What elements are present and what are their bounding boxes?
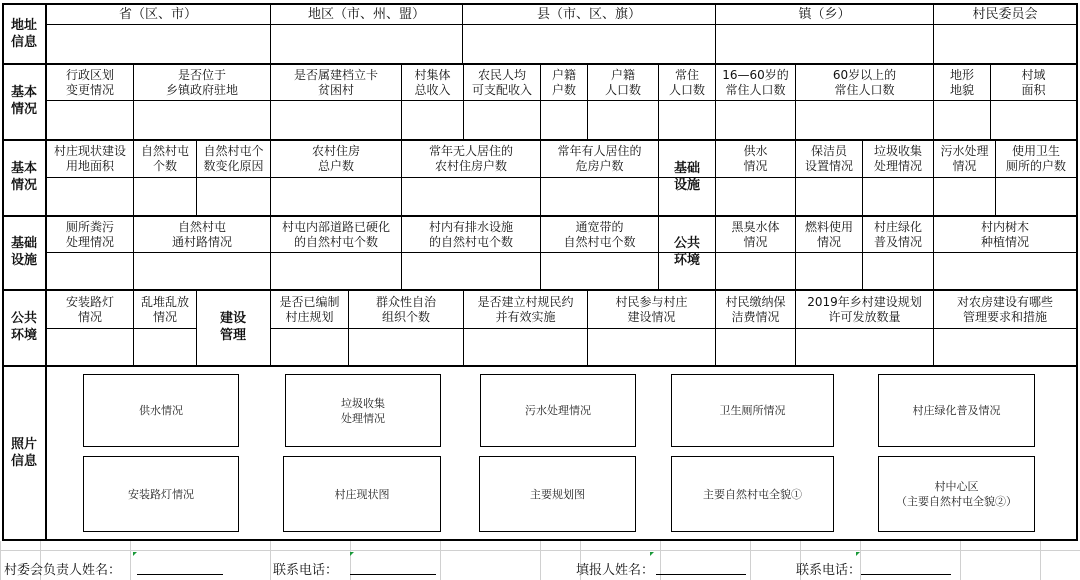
row3-header-9: 污水处理 情况 bbox=[940, 144, 989, 173]
cell-marker bbox=[650, 552, 654, 556]
section-infra-1: 基础 设施 bbox=[673, 161, 700, 193]
row2-header-8: 16—60岁的 常住人口数 bbox=[722, 67, 789, 97]
header-prefecture: 地区（市、州、盟） bbox=[307, 7, 425, 22]
row2-header-3: 村集体 总收入 bbox=[414, 67, 451, 97]
row3-header-4: 常年无人居住的 农村住房户数 bbox=[428, 144, 513, 173]
grid-line bbox=[47, 177, 1076, 178]
grid-line bbox=[47, 100, 1076, 101]
header-township: 镇（乡） bbox=[798, 7, 851, 22]
photo-box-6[interactable]: 村庄现状图 bbox=[283, 456, 441, 532]
section-basic-1: 基本 情况 bbox=[10, 85, 37, 117]
section-basic-2: 基本 情况 bbox=[10, 161, 37, 193]
phone-field-2[interactable] bbox=[861, 574, 951, 575]
border-line bbox=[1076, 3, 1078, 541]
photo-box-4[interactable]: 村庄绿化普及情况 bbox=[878, 374, 1035, 447]
row3-header-8: 垃圾收集 处理情况 bbox=[873, 144, 922, 173]
row5-header-6: 村民缴纳保 洁费情况 bbox=[725, 294, 786, 324]
section-address: 地址 信息 bbox=[10, 17, 37, 50]
row4-header-3: 村内有排水设施 的自然村屯个数 bbox=[428, 219, 513, 249]
footer-phone-label-2: 联系电话： bbox=[796, 563, 862, 578]
grid-line bbox=[47, 24, 1076, 25]
row4-header-4: 通宽带的 自然村屯个数 bbox=[563, 219, 636, 249]
cell-marker bbox=[350, 552, 354, 556]
row2-header-5: 户籍 户数 bbox=[551, 67, 576, 97]
border-line bbox=[2, 539, 1078, 541]
photo-box-5[interactable]: 安装路灯情况 bbox=[83, 456, 239, 532]
row2-header-9: 60岁以上的 常住人口数 bbox=[832, 67, 897, 97]
row5-header-3: 群众性自治 组织个数 bbox=[375, 294, 436, 324]
row4-header-1: 自然村屯 通村路情况 bbox=[171, 219, 232, 249]
photo-box-7[interactable]: 主要规划图 bbox=[479, 456, 636, 532]
sheet-grid bbox=[960, 541, 961, 580]
row3-header-0: 村庄现状建设 用地面积 bbox=[53, 144, 126, 173]
row3-header-10: 使用卫生 厕所的户数 bbox=[1005, 144, 1066, 173]
row2-header-10: 地形 地貌 bbox=[949, 67, 974, 97]
row3-header-3: 农村住房 总户数 bbox=[311, 144, 360, 173]
row4-header-5: 黑臭水体 情况 bbox=[731, 219, 780, 249]
row5-header-8: 对农房建设有哪些 管理要求和措施 bbox=[956, 294, 1053, 324]
row3-header-6: 供水 情况 bbox=[743, 144, 768, 173]
row2-header-11: 村域 面积 bbox=[1021, 67, 1046, 97]
header-county: 县（市、区、旗） bbox=[536, 7, 641, 22]
header-province: 省（区、市） bbox=[118, 7, 197, 22]
sheet-grid bbox=[750, 541, 751, 580]
photo-box-8[interactable]: 主要自然村屯全貌① bbox=[671, 456, 834, 532]
header-village-committee: 村民委员会 bbox=[972, 7, 1038, 22]
phone-field-1[interactable] bbox=[350, 574, 436, 575]
cell-marker bbox=[856, 552, 860, 556]
section-infra-2: 基础 设施 bbox=[10, 236, 37, 268]
cell-marker bbox=[133, 552, 137, 556]
committee-head-name-field[interactable] bbox=[137, 574, 223, 575]
row2-header-2: 是否属建档立卡 贫困村 bbox=[293, 67, 378, 97]
row3-header-1: 自然村屯 个数 bbox=[140, 144, 189, 173]
sheet-grid bbox=[130, 541, 131, 580]
section-env-2: 公共 环境 bbox=[10, 311, 37, 343]
section-photo: 照片 信息 bbox=[10, 436, 37, 469]
row2-header-0: 行政区划 变更情况 bbox=[65, 67, 114, 97]
sheet-grid bbox=[0, 541, 1, 580]
row2-header-7: 常住 人口数 bbox=[668, 67, 705, 97]
filler-name-field[interactable] bbox=[656, 574, 746, 575]
photo-box-0[interactable]: 供水情况 bbox=[83, 374, 239, 447]
sheet-grid bbox=[440, 541, 441, 580]
sheet-grid bbox=[540, 541, 541, 580]
row2-header-6: 户籍 人口数 bbox=[604, 67, 641, 97]
row5-header-7: 2019年乡村建设规划 许可发放数量 bbox=[807, 294, 922, 324]
sheet-grid bbox=[1040, 541, 1041, 580]
sheet-grid bbox=[0, 550, 1080, 551]
grid-line bbox=[47, 328, 196, 329]
section-env-1: 公共 环境 bbox=[673, 236, 700, 268]
grid-line bbox=[47, 252, 1076, 253]
section-construction: 建设 管理 bbox=[219, 311, 246, 343]
row5-header-2: 是否已编制 村庄规划 bbox=[279, 294, 340, 324]
photo-box-1[interactable]: 垃圾收集 处理情况 bbox=[285, 374, 441, 447]
row2-header-4: 农民人均 可支配收入 bbox=[471, 67, 532, 97]
row5-header-1: 乱堆乱放 情况 bbox=[140, 294, 189, 324]
photo-box-3[interactable]: 卫生厕所情况 bbox=[671, 374, 834, 447]
row4-header-0: 厕所粪污 处理情况 bbox=[65, 219, 114, 249]
footer-phone-label-1: 联系电话： bbox=[273, 563, 339, 578]
row2-header-1: 是否位于 乡镇政府驻地 bbox=[165, 67, 238, 97]
row4-header-2: 村屯内部道路已硬化 的自然村屯个数 bbox=[281, 219, 390, 249]
sheet-grid bbox=[270, 541, 271, 580]
grid-line bbox=[270, 328, 1076, 329]
photo-box-2[interactable]: 污水处理情况 bbox=[480, 374, 636, 447]
photo-box-9[interactable]: 村中心区 （主要自然村屯全貌②） bbox=[878, 456, 1035, 532]
row5-header-5: 村民参与村庄 建设情况 bbox=[615, 294, 688, 324]
row4-header-7: 村庄绿化 普及情况 bbox=[873, 219, 922, 249]
row5-header-4: 是否建立村规民约 并有效实施 bbox=[477, 294, 574, 324]
row3-header-5: 常年有人居住的 危房户数 bbox=[557, 144, 642, 173]
border-line bbox=[2, 365, 1078, 367]
footer-filler-label: 填报人姓名： bbox=[576, 563, 655, 578]
row3-header-2: 自然村屯个 数变化原因 bbox=[203, 144, 264, 173]
row4-header-8: 村内树木 种植情况 bbox=[980, 219, 1029, 249]
row5-header-0: 安装路灯 情况 bbox=[65, 294, 114, 324]
row4-header-6: 燃料使用 情况 bbox=[804, 219, 853, 249]
row3-header-7: 保洁员 设置情况 bbox=[804, 144, 853, 173]
footer-committee-head-label: 村委会负责人姓名： bbox=[4, 563, 122, 578]
